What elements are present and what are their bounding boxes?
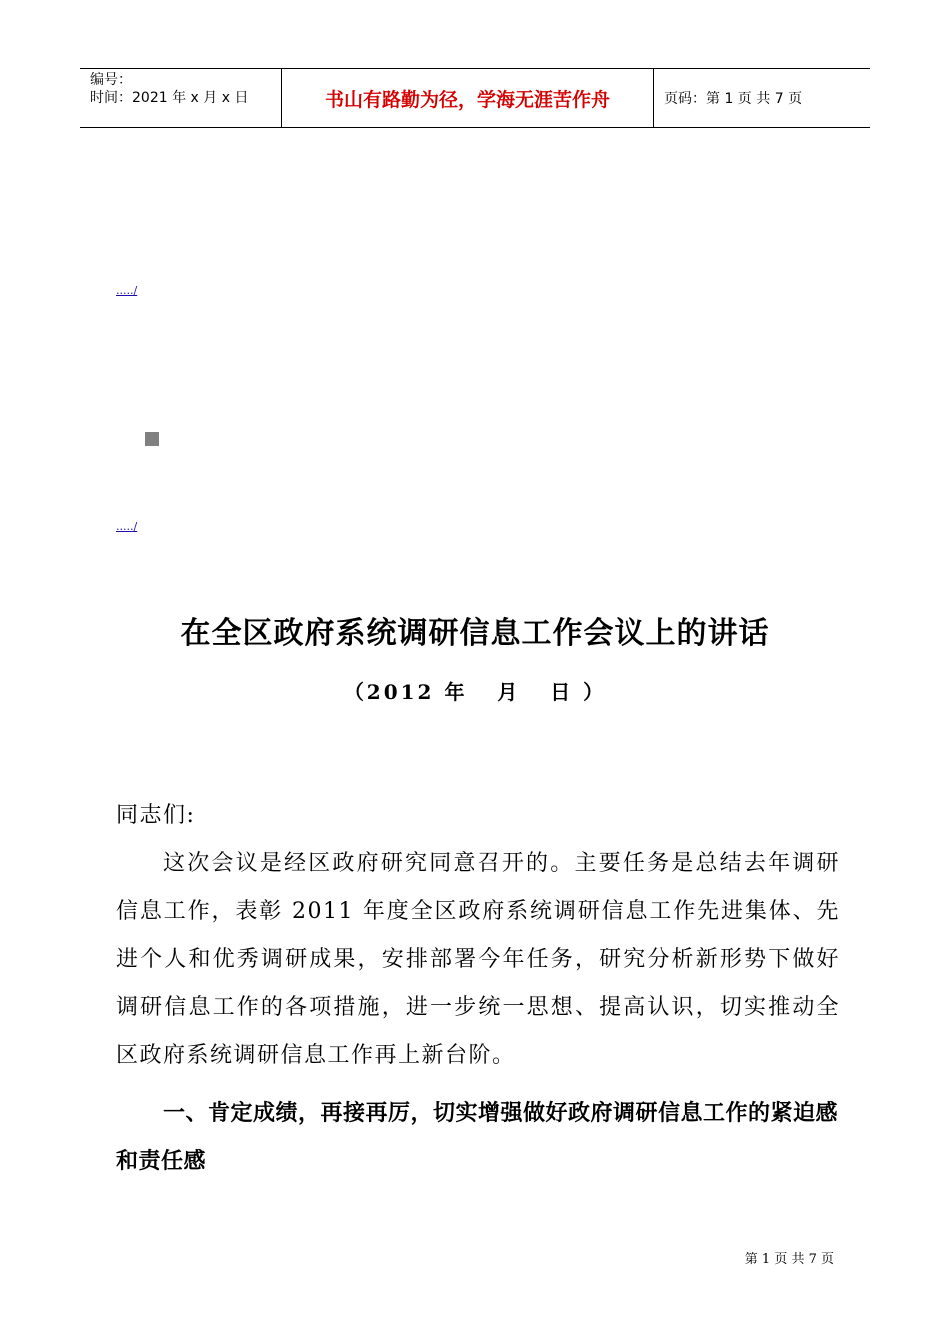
- section-heading: 一、肯定成绩，再接再厉，切实增强做好政府调研信息工作的紧迫感和责任感: [116, 1101, 839, 1174]
- header-motto-cell: [282, 69, 654, 127]
- body-paragraph: 这次会议是经区政府研究同意召开的。主要任务是总结去年调研信息工作，表彰 2011 年度全区政府系统调研信息工作先进集体、先进个人和优秀调研成果，安排部署今年任务，研究分析新形势下做好调研信息工作的各项措施，进一步统一思想、提高认识，切实推动全区政府系统调研信息工作再上新台阶。: [116, 851, 840, 1068]
- greeting: 同志们:: [116, 803, 196, 828]
- header-page-info: 页码：第 1 页 共 7 页: [664, 91, 803, 107]
- motto-text: 书山有路勤为径，学海无涯苦作舟: [324, 88, 610, 111]
- ellipsis-link-bottom[interactable]: ...../: [116, 520, 138, 533]
- gray-square-icon: [145, 432, 159, 446]
- document-date: （2012 年 月 日 ）: [343, 680, 607, 704]
- ellipsis-link-top[interactable]: ...../: [116, 284, 138, 297]
- number-label: 编号：: [90, 72, 132, 88]
- header-page-cell: [654, 69, 870, 127]
- time-label: 时间：2021 年 x 月 x 日: [90, 90, 249, 106]
- document-title: 在全区政府系统调研信息工作会议上的讲话: [180, 616, 770, 651]
- page-footer: 第 1 页 共 7 页: [744, 1252, 834, 1267]
- document-header: [80, 68, 870, 128]
- header-meta-cell: [80, 69, 282, 127]
